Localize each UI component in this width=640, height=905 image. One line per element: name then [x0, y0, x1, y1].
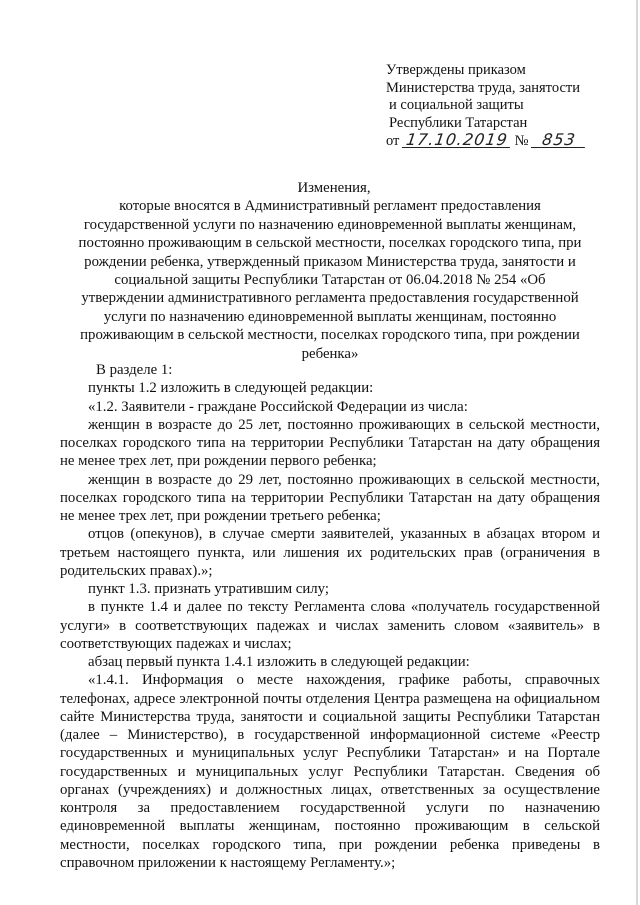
body-paragraph: отцов (опекунов), в случае смерти заявителей, указанных в абзацах втором и третьем настоящего пункта, или лишения их родительских прав (ограничения в родительских правах).»;	[60, 526, 600, 579]
approval-line-4: Республики Татарстан	[389, 114, 528, 131]
document-title	[60, 179, 600, 363]
number-label: №	[514, 133, 529, 149]
approval-line-1: Утверждены приказом	[386, 62, 526, 78]
body-paragraph: пункт 1.3. признать утратившим силу;	[88, 581, 329, 597]
title-line: постоянно проживающим в сельской местности, поселках городского типа, при	[78, 235, 582, 252]
title-line: которые вносятся в Административный регламент предоставления	[119, 198, 541, 215]
approval-date-number-row	[386, 132, 626, 151]
title-line: ребенка»	[301, 345, 359, 362]
handwritten-number: 853	[531, 132, 587, 148]
title-line: социальной защиты Республики Татарстан от 06.04.2018 № 254 «Об	[114, 272, 546, 289]
body-paragraph: пункты 1.2 изложить в следующей редакции:	[88, 380, 374, 397]
body-paragraph: В разделе 1:	[96, 362, 173, 378]
approval-stamp-block	[386, 62, 626, 151]
scan-edge-shadow	[636, 0, 638, 905]
title-line: услуги по назначению единовременной выплаты женщинам, постоянно	[103, 308, 557, 325]
body-paragraph: в пункте 1.4 и далее по тексту Регламента слова «получатель государственной услуги» в соответствующих падежах и числах заменить словом «заявитель» в соответствующих падежах и числах;	[60, 599, 600, 652]
title-line: утверждении административного регламента предоставления государственной	[81, 290, 579, 307]
body-paragraph: «1.4.1. Информация о месте нахождения, графике работы, справочных телефонах, адресе электронной почты отделения Центра размещена на официальном сайте Министерства труда, занятости и социальной защиты Республики Татарстан (далее – Министерство), в государственной информационной системе «Реестр государственных и муниципальных услуг Республики Татарстан» и на Портале государственных и муниципальных услуг Республики Татарстан. Сведения об органах (учреждениях) и должностных лицах, ответственных за осуществление контроля за предоставлением государственной услуги по назначению единовременной выплаты женщинам, постоянно проживающим в сельской местности, поселках городского типа, при рождении ребенка приведены в справочном приложении к настоящему Регламенту.»;	[60, 672, 600, 871]
handwritten-date: 17.10.2019	[402, 132, 512, 148]
body-paragraph: абзац первый пункта 1.4.1 изложить в следующей редакции:	[88, 654, 470, 670]
document-body	[60, 361, 600, 872]
title-line: проживающим в сельской местности, поселках городского типа, при рождении	[80, 327, 580, 344]
approval-line-2: Министерства труда, занятости	[386, 79, 580, 96]
from-label: от	[386, 133, 400, 149]
body-paragraph: женщин в возрасте до 29 лет, постоянно проживающих в сельской местности, поселках городского типа на территории Республики Татарстан на дату обращения не менее трех лет, при рождении третьего ребенка;	[60, 471, 600, 524]
approval-line-3: и социальной защиты	[389, 97, 524, 113]
body-paragraph: женщин в возрасте до 25 лет, постоянно проживающих в сельской местности, поселках городского типа на территории Республики Татарстан на дату обращения не менее трех лет, при рождении первого ребенка;	[60, 416, 600, 470]
title-heading: Изменения,	[297, 180, 371, 196]
title-line: государственной услуги по назначению единовременной выплаты женщинам,	[83, 216, 577, 233]
body-paragraph: «1.2. Заявители - граждане Российской Федерации из числа:	[88, 398, 468, 415]
title-line: рождении ребенка, утвержденный приказом Министерства труда, занятости и	[84, 253, 576, 270]
